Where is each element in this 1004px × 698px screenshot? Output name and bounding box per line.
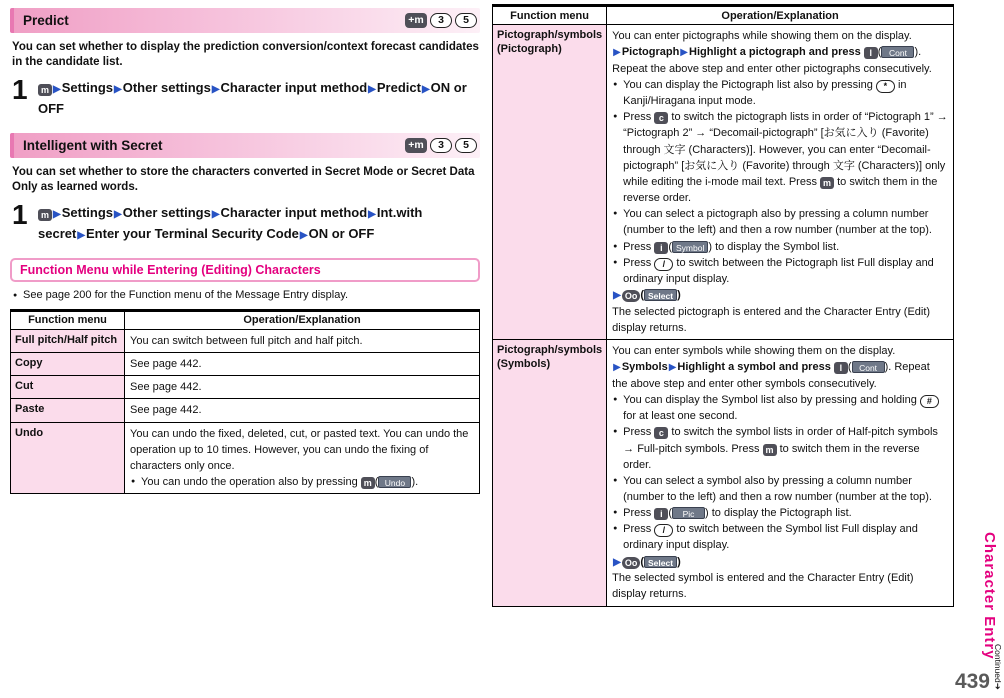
step-arrow-icon: ▶: [53, 84, 61, 96]
softkey-label-pic-icon: Pic: [672, 507, 705, 519]
section-title-intelligent-with-secret: Intelligent with Secret: [23, 137, 163, 153]
table-row: [11, 422, 480, 494]
function-menu-cell: Undo: [11, 422, 125, 494]
operation-line: The selected symbol is entered and the Character Entry (Edit) display returns.: [612, 572, 914, 601]
operation-line: ● You can display the Pictograph list also by pressing * in Kanji/Hiragana input mode.: [612, 77, 948, 109]
page-number: 439: [954, 670, 990, 693]
operation-line: ▶ Oo ( Select ): [613, 289, 681, 302]
table-row: [11, 329, 480, 352]
operation-line: ● You can display the Symbol list also by pressing and holding # for at least one second.: [612, 392, 948, 424]
key-5-icon: 5: [455, 138, 477, 153]
operation-line: ● Press / to switch between the Symbol list Full display and ordinary input display.: [612, 521, 948, 553]
step-arrow-icon: ▶: [421, 84, 430, 96]
camera-key-icon: c: [654, 112, 668, 124]
ok-key-icon: Oo: [622, 557, 641, 569]
key-sequence: [405, 13, 480, 28]
step-arrow-icon: ▶: [368, 84, 376, 96]
function-menu-cell: Pictograph/symbols (Symbols): [493, 340, 607, 607]
subsection-title-function-menu: Function Menu while Entering (Editing) Characters: [10, 258, 480, 282]
operation-line: You can enter pictographs while showing them on the display.: [612, 30, 912, 42]
i-mode-key-icon: i: [654, 242, 668, 254]
operation-cell: [607, 25, 954, 340]
step-arrow-icon: ▶: [77, 230, 86, 242]
step: [12, 199, 480, 245]
operation-line: ● Press c to switch the pictograph lists in order of “Pictograph 1” → “Pictograph 2” → “Decomail-pictograph” [お気に入り (Favorite) through 文字 (Characters)]. However, you can enter “Decomail-pictograph” [お気に入り (Favorite) through 文字 (Characters)] only while editing the i-mode mail text. Press m to switch them in the reverse order.: [612, 109, 948, 206]
menu-key-icon: m: [38, 209, 52, 221]
table-row: [493, 340, 954, 607]
table-row: [11, 399, 480, 422]
softkey-label-select-icon: Select: [644, 289, 677, 301]
function-menu-table-right: [492, 4, 954, 607]
note: ● See page 200 for the Function menu of the Message Entry display.: [12, 289, 480, 301]
step: [12, 74, 480, 120]
operation-line: ● You can undo the operation also by pressing m ( Undo ).: [130, 474, 474, 490]
column-header-function-menu: Function menu: [493, 6, 607, 25]
table-header-row: [493, 6, 954, 25]
step-arrow-icon: ▶: [114, 84, 122, 96]
hash-key-icon: #: [920, 395, 939, 408]
key-sequence: [405, 138, 480, 153]
submenu-key-icon: +m: [405, 13, 427, 28]
step-arrow-icon: ▶: [613, 290, 621, 302]
operation-cell: [125, 422, 480, 494]
step-arrow-icon: ▶: [114, 209, 122, 221]
operation-line: ▶ Oo ( Select ): [613, 555, 681, 568]
step-number: 1: [12, 74, 28, 106]
table-row: [493, 25, 954, 340]
operation-line: The selected pictograph is entered and the Character Entry (Edit) display returns.: [612, 305, 931, 334]
step-number: 1: [12, 199, 28, 231]
function-menu-cell: Paste: [11, 399, 125, 422]
operation-line: See page 442.: [130, 404, 202, 417]
step-instructions: m ▶Settings▶Other settings▶Character input method▶Int.with secret▶Enter your Terminal Security Code▶ON or OFF: [38, 205, 423, 242]
operation-line: See page 442.: [130, 381, 202, 394]
column-header-operation: Operation/Explanation: [125, 310, 480, 329]
operation-line: You can switch between full pitch and half pitch.: [130, 334, 363, 347]
continued-label: Continued: [993, 644, 1003, 683]
camera-key-icon: c: [654, 427, 668, 439]
left-softkey-icon: l: [834, 362, 848, 374]
section-header-predict: [10, 8, 480, 33]
operation-line: ● You can select a symbol also by pressing a column number (number to the left) and then a row number (number at the top).: [612, 473, 948, 505]
step-arrow-icon: ▶: [211, 84, 220, 96]
operation-cell: [125, 329, 480, 352]
operation-cell: [125, 353, 480, 376]
softkey-label-select-icon: Select: [644, 556, 677, 568]
operation-cell: [125, 376, 480, 399]
step-arrow-icon: ▶: [613, 47, 621, 59]
softkey-label-undo-icon: Undo: [378, 476, 411, 488]
key-3-icon: 3: [430, 13, 452, 28]
column-header-function-menu: Function menu: [11, 310, 125, 329]
ok-key-icon: Oo: [622, 290, 641, 302]
table-row: [11, 376, 480, 399]
step-arrow-icon: ▶: [211, 209, 220, 221]
operation-line: See page 442.: [130, 358, 202, 371]
operation-line: ● You can select a pictograph also by pressing a column number (number to the left) and then a row number (number at the top).: [612, 206, 948, 238]
operation-cell: [125, 399, 480, 422]
menu-key-icon: m: [361, 477, 375, 489]
step-instructions: m ▶Settings▶Other settings▶Character input method▶Predict▶ON or OFF: [38, 80, 467, 117]
table-header-row: [11, 310, 480, 329]
step-arrow-icon: ▶: [299, 230, 308, 242]
step-arrow-icon: ▶: [680, 47, 688, 59]
function-menu-cell: Pictograph/symbols (Pictograph): [493, 25, 607, 340]
continued-arrow-icon: ➜: [993, 682, 1003, 690]
operation-line: You can undo the fixed, deleted, cut, or pasted text. You can undo the operation up to 10 times. However, you can undo the fixing of characters only once.: [130, 427, 469, 472]
section-description: You can set whether to store the characters converted in Secret Mode or Secret Data Only as learned words.: [12, 165, 475, 194]
submenu-key-icon: +m: [405, 138, 427, 153]
operation-cell: [607, 340, 954, 607]
i-mode-key-icon: i: [654, 508, 668, 520]
softkey-label-cont-icon: Cont: [852, 361, 885, 373]
step-arrow-icon: ▶: [668, 362, 677, 374]
menu-key-icon: m: [38, 84, 52, 96]
key-3-icon: 3: [430, 138, 452, 153]
step-arrow-icon: ▶: [368, 209, 376, 221]
operation-line: ● Press c to switch the symbol lists in order of Half-pitch symbols → Full-pitch symbols. Press m to switch them in the reverse order.: [612, 424, 948, 472]
step-arrow-icon: ▶: [613, 556, 621, 568]
function-menu-cell: Full pitch/Half pitch: [11, 329, 125, 352]
operation-line: ● Press i ( Symbol ) to display the Symbol list.: [612, 239, 948, 255]
left-softkey-icon: l: [864, 47, 878, 59]
step-arrow-icon: ▶: [53, 209, 61, 221]
step-arrow-icon: ▶: [613, 362, 621, 374]
menu-key-icon: m: [820, 177, 834, 189]
key-5-icon: 5: [455, 13, 477, 28]
left-column: [10, 8, 480, 494]
continued-marker: [993, 644, 1003, 690]
table-row: [11, 353, 480, 376]
star-key-icon: *: [876, 80, 895, 93]
section-description: You can set whether to display the prediction conversion/context forecast candidates in the candidate list.: [12, 41, 479, 69]
column-header-operation: Operation/Explanation: [607, 6, 954, 25]
full-display-key-icon: /: [654, 258, 673, 271]
function-menu-table-left: [10, 309, 480, 494]
function-menu-cell: Copy: [11, 353, 125, 376]
operation-line: You can enter symbols while showing them on the display.: [612, 345, 896, 358]
softkey-label-symbol-icon: Symbol: [672, 241, 708, 253]
operation-line: ● Press i ( Pic ) to display the Pictograph list.: [612, 505, 948, 521]
right-column: [492, 4, 954, 607]
menu-key-icon: m: [763, 444, 777, 456]
full-display-key-icon: /: [654, 524, 673, 537]
section-title-predict: Predict: [23, 13, 69, 28]
softkey-label-cont-icon: Cont: [881, 46, 914, 58]
operation-line: ▶Pictograph▶Highlight a pictograph and press l ( Cont ). Repeat the above step and enter other pictographs consecutively.: [612, 46, 932, 75]
operation-line: ● Press / to switch between the Pictograph list Full display and ordinary input display.: [612, 255, 948, 287]
chapter-tab-label: Character Entry: [981, 532, 998, 660]
section-header-intelligent-with-secret: [10, 133, 480, 158]
function-menu-cell: Cut: [11, 376, 125, 399]
operation-line: ▶Symbols▶Highlight a symbol and press l ( Cont ). Repeat the above step and enter other symbols consecutively.: [612, 361, 930, 390]
